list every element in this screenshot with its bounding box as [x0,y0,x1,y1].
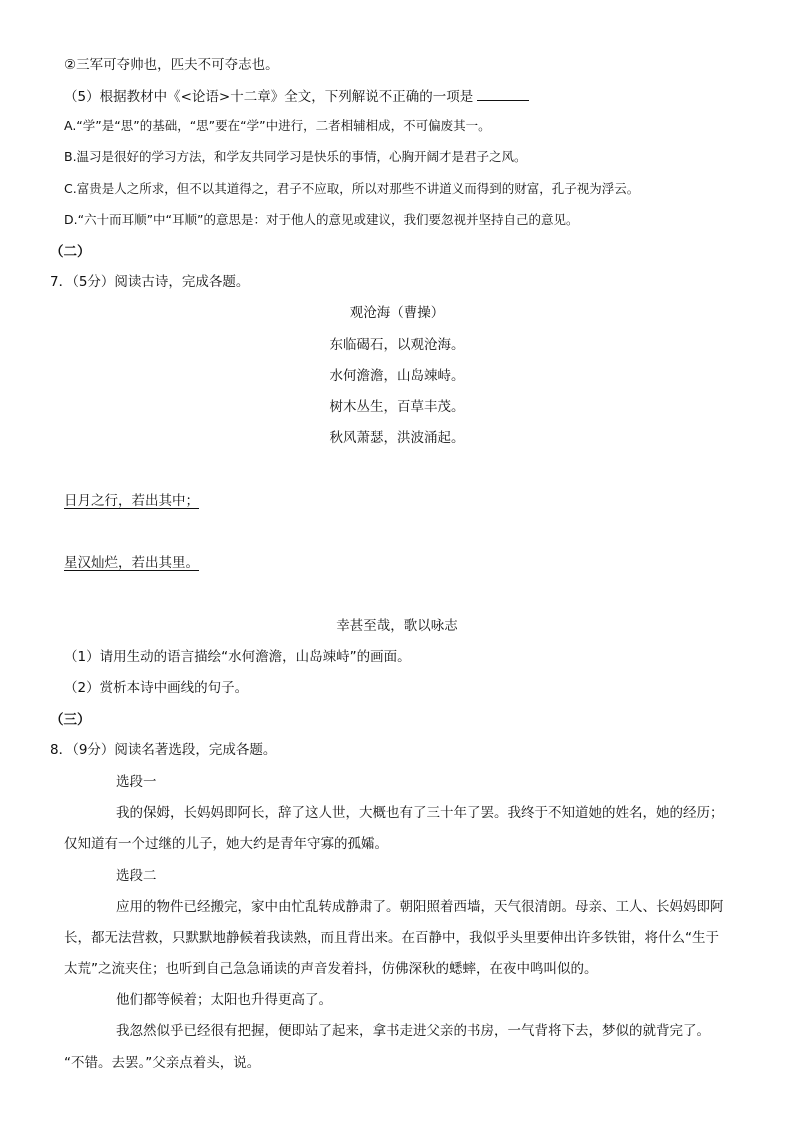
section-2-heading: （二） [50,244,91,260]
poem-line-2: 水何澹澹，山岛竦峙。 [329,368,465,384]
selection-2-line-3: 太荒”之流夹住；也听到自己急急诵读的声音发着抖，仿佛深秋的蟋蟀，在夜中鸣叫似的。 [64,961,598,977]
question-7-1: （1）请用生动的语言描绘“水何澹澹，山岛竦峙”的画面。 [64,649,411,665]
selection-2-line-4: 他们都等候着；太阳也升得更高了。 [116,992,332,1008]
question-7: 7．（5分）阅读古诗，完成各题。 [50,274,250,290]
poem-line-5-underlined: 日月之行，若出其中； [64,493,199,509]
quote-line: ②三军可夺帅也，匹夫不可夺志也。 [64,57,279,73]
poem-line-4: 秋风萧瑟，洪波涌起。 [329,430,465,446]
selection-2-line-5: 我忽然似乎已经很有把握，便即站了起来，拿书走进父亲的书房，一气背将下去，梦似的就背完了。 [116,1023,710,1039]
selection-1-label: 选段一 [116,774,157,790]
option-a: A.“学”是“思”的基础，“思”要在“学”中进行，二者相辅相成，不可偏废其一。 [64,118,491,133]
question-7-2: （2）赏析本诗中画线的句子。 [64,680,249,696]
selection-1-line-1: 我的保姆，长妈妈即阿长，辞了这人世，大概也有了三十年了罢。我终于不知道她的姓名，她的经历； [116,805,724,821]
section-3-heading: （三） [50,712,91,728]
question-5 [64,86,529,107]
option-d: D.“六十而耳顺”中“耳顺”的意思是：对于他人的意见或建议，我们要忽视并坚持自己的意见。 [64,212,579,227]
selection-2-line-2: 长，都无法营救，只默默地静候着我读熟，而且背出来。在百静中，我似乎头里要伸出许多铁钳，将什么“生于 [64,930,719,946]
poem-line-3: 树木丛生，百草丰茂。 [329,399,465,415]
question-5-text: （5）根据教材中《<论语>十二章》全文，下列解说不正确的一项是 [64,89,474,105]
selection-2-line-6: “不错。去罢。”父亲点着头，说。 [64,1055,261,1071]
poem-line-1: 东临碣石，以观沧海。 [329,337,465,353]
selection-2-line-1: 应用的物件已经搬完，家中由忙乱转成静肃了。朝阳照着西墙，天气很清朗。母亲、工人、长妈妈即阿 [116,899,724,915]
question-8: 8．（9分）阅读名著选段，完成各题。 [50,742,277,758]
poem-line-7: 幸甚至哉，歌以咏志 [336,618,458,634]
answer-blank[interactable] [477,86,529,101]
poem-line-6-underlined: 星汉灿烂，若出其里。 [64,555,199,571]
selection-2-label: 选段二 [116,868,157,884]
selection-1-line-2: 仅知道有一个过继的儿子，她大约是青年守寡的孤孀。 [64,836,388,852]
option-b: B.温习是很好的学习方法，和学友共同学习是快乐的事情，心胸开阔才是君子之风。 [64,149,527,164]
option-c: C.富贵是人之所求，但不以其道得之，君子不应取，所以对那些不讲道义而得到的财富，孔子视为浮云。 [64,181,640,196]
poem-title: 观沧海（曹操） [349,305,445,321]
